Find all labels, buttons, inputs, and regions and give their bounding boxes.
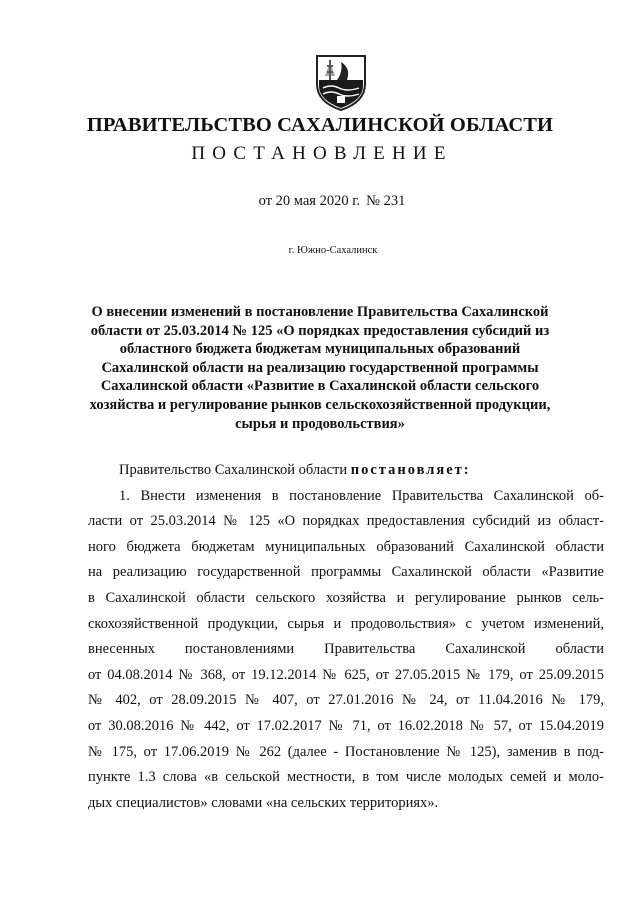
body-line: на реализацию государственной программы Сахалинской области «Развитие — [88, 564, 604, 581]
document-heading — [60, 303, 580, 433]
body-line: в Сахалинской области сельского хозяйства и регулирование рынков сель- — [88, 589, 604, 606]
document-body — [88, 458, 604, 816]
body-line: ласти от 25.03.2014 № 125 «О порядках предоставления субсидий из област- — [88, 513, 604, 530]
body-line: № 175, от 17.06.2019 № 262 (далее - Постановление № 125), заменив в под- — [88, 743, 604, 760]
intro-keyword: постановляет: — [350, 462, 471, 478]
heading-line: областного бюджета бюджетам муниципальных образований — [119, 341, 521, 358]
heading-line: Сахалинской области на реализацию государственной программы — [101, 359, 539, 376]
document-date: от 20 мая 2020 г. — [258, 193, 361, 209]
intro-prefix: Правительство Сахалинской области — [119, 462, 348, 478]
city-name: г. Южно-Сахалинск — [288, 245, 378, 256]
body-line: ного бюджета бюджетам муниципальных образований Сахалинской области — [88, 538, 604, 555]
body-line: № 402, от 28.09.2015 № 407, от 27.01.2016 № 24, от 11.04.2016 № 179, — [88, 692, 604, 709]
body-line: от 04.08.2014 № 368, от 19.12.2014 № 625, от 27.05.2015 № 179, от 25.09.2015 — [88, 666, 604, 683]
heading-line: О внесении изменений в постановление Правительства Сахалинской — [91, 304, 549, 320]
date-number-line — [0, 193, 640, 210]
body-line: дых специалистов» словами «на сельских территориях». — [88, 794, 439, 811]
heading-line: Сахалинской области «Развитие в Сахалинской области сельского — [100, 378, 540, 395]
document-number: № 231 — [366, 193, 406, 209]
heading-line: хозяйства и регулирование рынков сельскохозяйственной продукции, — [89, 396, 551, 413]
intro-line — [88, 458, 604, 484]
government-title: ПРАВИТЕЛЬСТВО САХАЛИНСКОЙ ОБЛАСТИ — [86, 114, 554, 136]
document-type: ПОСТАНОВЛЕНИЕ — [191, 143, 453, 164]
body-line: пункте 1.3 слова «в сельской местности, в том числе молодых семей и моло- — [88, 769, 604, 786]
sakhalin-coat-of-arms-icon — [313, 50, 369, 112]
body-line: от 30.08.2016 № 442, от 17.02.2017 № 71, от 16.02.2018 № 57, от 15.04.2019 — [88, 717, 604, 734]
body-line: 1. Внести изменения в постановление Правительства Сахалинской об- — [119, 487, 604, 504]
body-line: скохозяйственной продукции, сырья и продовольствия» с учетом изменений, — [88, 615, 604, 632]
body-line: внесенных постановлениями Правительства Сахалинской области — [88, 641, 604, 658]
heading-line: области от 25.03.2014 № 125 «О порядках предоставления субсидий из — [90, 322, 550, 339]
heading-line: сырья и продовольствия» — [235, 415, 405, 432]
